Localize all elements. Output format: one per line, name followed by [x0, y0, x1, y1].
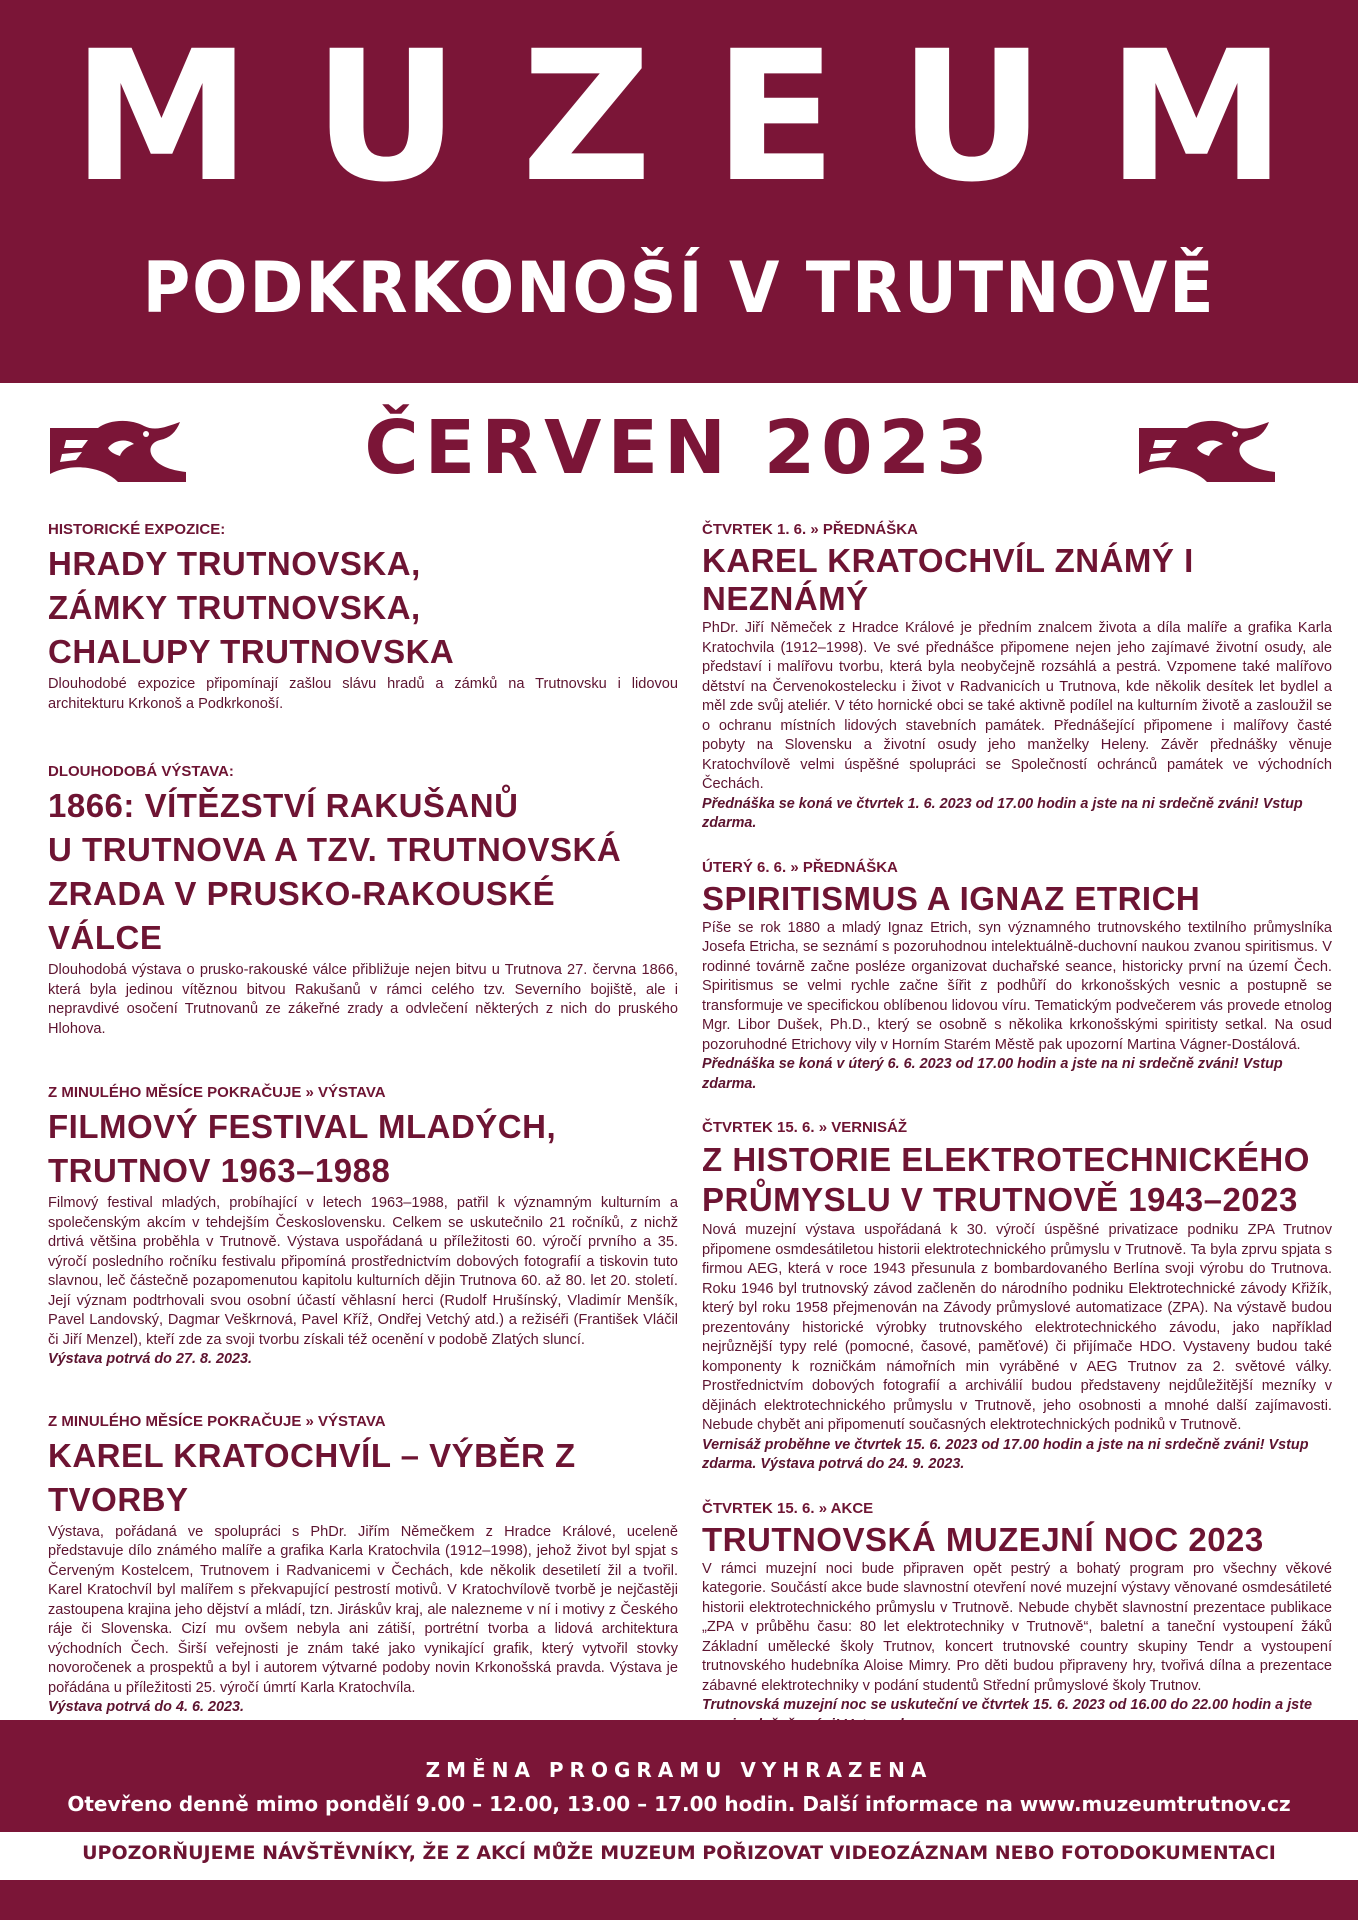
header-banner	[0, 0, 1358, 383]
event-description: Dlouhodobá výstava o prusko-rakouské válce přibližuje nejen bitvu u Trutnova 27. června 1866, která byla jedinou vítěznou bitvou Rakušanů v rámci celého tzv. Severního bojiště, ale i nepravdivé osočení Trutnovanů ze zákeřné zrady a odvlečení některých z nich do pruského Hlohova.	[48, 962, 678, 1037]
event-item	[702, 1118, 1332, 1475]
event-item	[48, 1412, 678, 1718]
event-tag: ČTVRTEK 1. 6. » PŘEDNÁŠKA	[702, 521, 918, 538]
event-item	[702, 1499, 1332, 1736]
right-column	[702, 520, 1332, 1759]
event-description: Nová muzejní výstava uspořádaná k 30. výročí úspěšné privatizace podniku ZPA Trutnov připomene osmdesátiletou historii elektrotechnického průmyslu v Trutnově. Ta byla zprvu spjata s firmou AEG, která v roce 1943 přesunula z bombardovaného Berlína svoji výrobu do Trutnova. Roku 1946 byl trutnovský závod začleněn do národního podniku Elektrotechnické závody Křižík, který byl roku 1958 přejmenován na Závody průmyslové automatizace (ZPA). Na výstavě budou prezentovány historické výrobky trutnovského elektrotechnického závodu, jako například nejrůznější typy relé (pomocné, časové, paměťové) či přijímače HDO. Vystaveny budou také komponenty k rozničkám námořních min vyráběné v AEG Trutnov za 2. světové války. Prostřednictvím dobových fotografií a archiválií budou představeny nejdůležitější mezníky v dějinách elektrotechnického průmyslu v Trutnově, jeho osobnosti a mnohé další zajímavosti. Nebude chybět ani připomenutí současných elektrotechnických podniků v Trutnově.	[702, 1222, 1332, 1433]
event-title: SPIRITISMUS A IGNAZ ETRICH	[702, 879, 1201, 917]
event-item	[48, 520, 678, 714]
recording-warning: UPOZORŇUJEME NÁVŠTĚVNÍKY, ŽE Z AKCÍ MŮŽE MUZEUM POŘIZOVAT VIDEOZÁZNAM NEBO FOTODOKUMENTACI	[82, 1842, 1276, 1864]
footer-banner	[0, 1720, 1358, 1920]
event-tag: ČTVRTEK 15. 6. » VERNISÁŽ	[702, 1119, 908, 1136]
event-title: Z HISTORIE ELEKTROTECHNICKÉHO PRŮMYSLU V TRUTNOVĚ 1943–2023	[702, 1141, 1310, 1218]
event-tag: DLOUHODOBÁ VÝSTAVA:	[48, 763, 234, 780]
event-tag: Z MINULÉHO MĚSÍCE POKRAČUJE » VÝSTAVA	[48, 1084, 386, 1101]
event-tag: ÚTERÝ 6. 6. » PŘEDNÁŠKA	[702, 858, 898, 876]
left-column	[48, 520, 678, 1742]
event-title: KAREL KRATOCHVÍL ZNÁMÝ I NEZNÁMÝ	[702, 542, 1194, 617]
event-note: Trutnovská muzejní noc se uskuteční ve čtvrtek 15. 6. 2023 od 16.00 do 22.00 hodin a jste	[702, 1697, 1312, 1713]
event-note: Výstava potrvá do 27. 8. 2023.	[48, 1351, 252, 1367]
event-note: Přednáška se koná ve čtvrtek 1. 6. 2023 od 17.00 hodin a jste na ni srdečně zváni! Vstup zdarma.	[702, 795, 1303, 831]
museum-title: MUZEUM	[71, 13, 1349, 222]
program-change-notice: ZMĚNA PROGRAMU VYHRAZENA	[425, 1758, 933, 1782]
event-item	[48, 1083, 678, 1370]
museum-subtitle: PODKRKONOŠÍ V TRUTNOVĚ	[142, 247, 1216, 329]
event-tag: ČTVRTEK 15. 6. » AKCE	[702, 1499, 874, 1517]
event-description: Výstava, pořádaná ve spolupráci s PhDr. Jiřím Němečkem z Hradce Králové, uceleně představuje dílo známého malíře a grafika Karla Kratochvila (1912–1998), jehož život byl spjat s Červeným Kostelcem, Trutnovem i Radvanicemi v Čechách, kde několik desetiletí žil a tvořil. Karel Kratochvíl byl malířem s překvapující pestrostí motivů. V Kratochvílově tvorbě je nejčastěji zastoupena krajina jeho dějství a mládí, tzn. Jiráskův kraj, ale nalezneme v ní i motivy z Českého ráje či Slovenska. Cizí mu ovšem nebyla ani zátiší, portrétní tvorba a lidová architektura východních Čech. Širší veřejnosti je znám také jako vynikající grafik, který vytvořil stovky novoročenek a prospektů a byl i autorem výtvarné podoby novin Krkonošská pravda. Výstava je pořádána u příležitosti 25. výročí úmrtí Karla Kratochvíla.	[48, 1523, 678, 1696]
event-description: V rámci muzejní noci bude připraven opět pestrý a bohatý program pro všechny věkové kategorie. Součástí akce bude slavnostní otevření nové muzejní výstavy věnované osmdesátileté historii elektrotechnického průmyslu v Trutnově. Nebude chybět slavnostní prezentace publikace „ZPA v průběhu času: 80 let elektrotechniky v Trutnově“, baletní a taneční vystoupení žáků Základní umělecké školy Trutnov, koncert trutnovské country skupiny Tendr a vystoupení trutnovského hudebníka Aloise Mimry. Pro děti budou připraveny hry, tvořivá dílna a prezentace zábavné elektrotechniky v podání studentů Střední průmyslové školy Trutnov.	[702, 1560, 1332, 1694]
event-tag: HISTORICKÉ EXPOZICE:	[48, 521, 226, 538]
event-title: KAREL KRATOCHVÍL – VÝBĚR Z TVORBY	[48, 1436, 576, 1518]
event-note: Přednáška se koná v úterý 6. 6. 2023 od 17.00 hodin a jste na ni srdečně zváni! Vstup zdarma.	[702, 1056, 1283, 1092]
opening-hours: Otevřeno denně mimo pondělí 9.00 – 12.00, 13.00 – 17.00 hodin. Další informace na www.muzeumtrutnov.cz	[67, 1792, 1291, 1816]
event-title: HRADY TRUTNOVSKA, ZÁMKY TRUTNOVSKA, CHALUPY TRUTNOVSKA	[48, 545, 455, 670]
event-description: Filmový festival mladých, probíhající v letech 1963–1988, patřil k významným kulturním a společenským akcím v tehdejším Československu. Celkem se uskutečnilo 21 ročníků, z nichž drtivá většina proběhla v Trutnově. Výstava uspořádaná u příležitosti 60. výročí prvního a 35. výročí posledního ročníku festivalu připomíná prostřednictvím dobových fotografií a tiskovin tuto slavnou, leč částečně pozapomenutou kapitolu kulturních dějin Trutnova 60. až 80. let 20. století. Její význam podtrhovali svou osobní účastí věhlasní herci (Rudolf Hrušínský, Vladimír Menšík, Pavel Landovský, Dagmar Veškrnová, Pavel Kříž, Ondřej Vetchý atd.) a režiséři (František Vláčil či Jiří Menzel), kteří zde za svoji tvorbu získali též ocenění v podobě Zlatých sluncí.	[48, 1195, 678, 1348]
event-item	[48, 762, 678, 1039]
event-title: 1866: VÍTĚZSTVÍ RAKUŠANŮ U TRUTNOVA A TZV. TRUTNOVSKÁ ZRADA V PRUSKO-RAKOUSKÉ VÁLCE	[48, 787, 622, 956]
event-tag: Z MINULÉHO MĚSÍCE POKRAČUJE » VÝSTAVA	[48, 1412, 386, 1430]
event-item	[702, 858, 1332, 1095]
event-title: FILMOVÝ FESTIVAL MLADÝCH, TRUTNOV 1963–1988	[48, 1108, 557, 1189]
event-note: Výstava potrvá do 4. 6. 2023.	[48, 1699, 244, 1715]
event-item	[702, 520, 1332, 834]
event-description: PhDr. Jiří Němeček z Hradce Králové je předním znalcem života a díla malíře a grafika Karla Kratochvila (1912–1998). Ve své přednášce připomene nejen jeho zajímavé životní osudy, ale představí i malířovu tvorbu, která byla neobyčejně rozsáhlá a pestrá. Vzpomene také malířovo dětství na Červenokostelecku i život v Radvanicích u Trutnova, kde několik desítek let bydlel a měl zde svůj ateliér. V této hornické obci se také aktivně podílel na kulturním životě a zasloužil se o ochranu místních lidových stavebních památek. Přednášející připomene i malířovy časté pobyty na Slovensku a životní osudy jeho manželky Heleny. Závěr přednášky věnuje Kratochvílově velmi úspěšné spolupráci se Společností ochránců památek ve východních Čechách.	[702, 620, 1332, 792]
event-description: Píše se rok 1880 a mladý Ignaz Etrich, syn významného trutnovského textilního průmyslníka Josefa Etricha, se seznámí s pozoruhodnou intelektuálně-duchovní naukou zvanou spiritismus. V rodinné továrně začne posléze organizovat duchařské seance, historicky první na území Čech. Spiritismus se velmi rychle začne šířit z podhůří do krkonošských vesnic a postupně se transformuje ve specifickou oblíbenou lidovou víru. Tematickým podvečerem vás provede etnolog Mgr. Libor Dušek, Ph.D., který se osobně s několika krkonošskými spiritisty setkal. Na osud pozoruhodné Etrichovy vily v Horním Starém Městě pak upozorní Martina Vágner-Dostálová.	[702, 919, 1332, 1053]
event-title: TRUTNOVSKÁ MUZEJNÍ NOC 2023	[702, 1520, 1264, 1558]
eagle-logo-icon	[1137, 418, 1277, 484]
month-heading: ČERVEN 2023	[364, 405, 994, 491]
event-description: Dlouhodobé expozice připomínají zašlou slávu hradů a zámků na Trutnovsku i lidovou architekturu Krkonoš a Podkrkonoší.	[48, 676, 678, 712]
event-note: Vernisáž proběhne ve čtvrtek 15. 6. 2023 od 17.00 hodin a jste na ni srdečně zváni! Vstup zdarma. Výstava potrvá do 24. 9. 2023.	[702, 1436, 1309, 1472]
